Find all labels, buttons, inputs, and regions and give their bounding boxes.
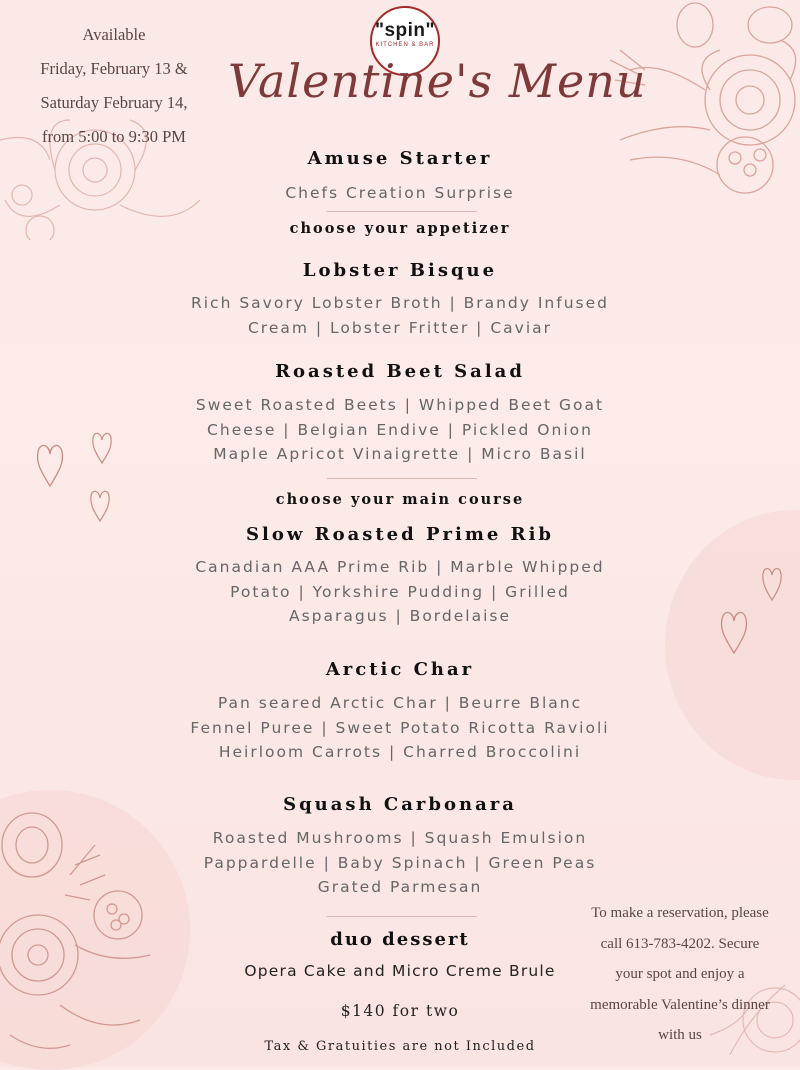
menu-item-description (0, 555, 800, 629)
description-line: Cheese | Belgian Endive | Pickled Onion (207, 420, 593, 439)
availability-line: Friday, February 13 & (40, 59, 188, 78)
description-line: Asparagus | Bordelaise (288, 607, 511, 625)
description-line: Rich Savory Lobster Broth | Brandy Infused (190, 294, 609, 312)
menu-item-description (0, 393, 800, 467)
choose-main-heading: choose your main course (275, 491, 525, 508)
dessert-heading: duo dessert (330, 929, 470, 950)
menu-item-name: Lobster Bisque (302, 260, 498, 281)
divider (327, 478, 477, 479)
availability-note (18, 18, 210, 154)
divider (327, 916, 477, 917)
choose-appetizer-heading: choose your appetizer (289, 220, 511, 237)
reservation-line: call 613-783-4202. Secure (600, 935, 760, 952)
reservation-line: To make a reservation, please (591, 905, 769, 921)
amuse-heading: Amuse Starter (307, 148, 493, 169)
menu-item-description (0, 691, 800, 765)
reservation-line: memorable Valentine’s dinner (590, 996, 770, 1013)
menu-item-description (0, 291, 800, 340)
reservation-line: with us (658, 1027, 702, 1043)
description-line: Heirloom Carrots | Charred Broccolini (218, 743, 582, 761)
reservation-note (572, 898, 788, 1051)
logo-wordmark: "spin" (374, 20, 436, 41)
availability-line: from 5:00 to 9:30 PM (42, 127, 186, 146)
description-line: Cream | Lobster Fritter | Caviar (247, 318, 552, 337)
menu-item-name: Roasted Beet Salad (275, 361, 525, 382)
menu-item-name: Slow Roasted Prime Rib (246, 524, 554, 545)
dessert-description: Opera Cake and Micro Creme Brule (244, 962, 556, 980)
menu-item-name: Squash Carbonara (283, 794, 517, 815)
description-line: Fennel Puree | Sweet Potato Ricotta Ravioli (190, 718, 610, 737)
divider (327, 211, 477, 212)
reservation-line: your spot and enjoy a (615, 966, 745, 982)
description-line: Potato | Yorkshire Pudding | Grilled (230, 582, 570, 601)
price: $140 for two (340, 1002, 460, 1020)
tax-note: Tax & Gratuities are not Included (264, 1039, 536, 1054)
description-line: Canadian AAA Prime Rib | Marble Whipped (195, 558, 605, 576)
amuse-description: Chefs Creation Surprise (285, 184, 515, 202)
page-title: Valentine's Menu (228, 54, 647, 108)
description-line: Pappardelle | Baby Spinach | Green Peas (203, 853, 597, 872)
menu-item-description (0, 826, 800, 900)
menu-item-name: Arctic Char (325, 659, 475, 680)
availability-line: Available (82, 25, 146, 44)
description-line: Roasted Mushrooms | Squash Emulsion (212, 829, 588, 847)
description-line: Grated Parmesan (317, 878, 483, 896)
logo-subtitle: KITCHEN & BAR (375, 42, 435, 48)
description-line: Maple Apricot Vinaigrette | Micro Basil (213, 445, 587, 463)
description-line: Pan seared Arctic Char | Beurre Blanc (217, 694, 583, 712)
description-line: Sweet Roasted Beets | Whipped Beet Goat (195, 396, 605, 414)
availability-line: Saturday February 14, (40, 93, 188, 112)
